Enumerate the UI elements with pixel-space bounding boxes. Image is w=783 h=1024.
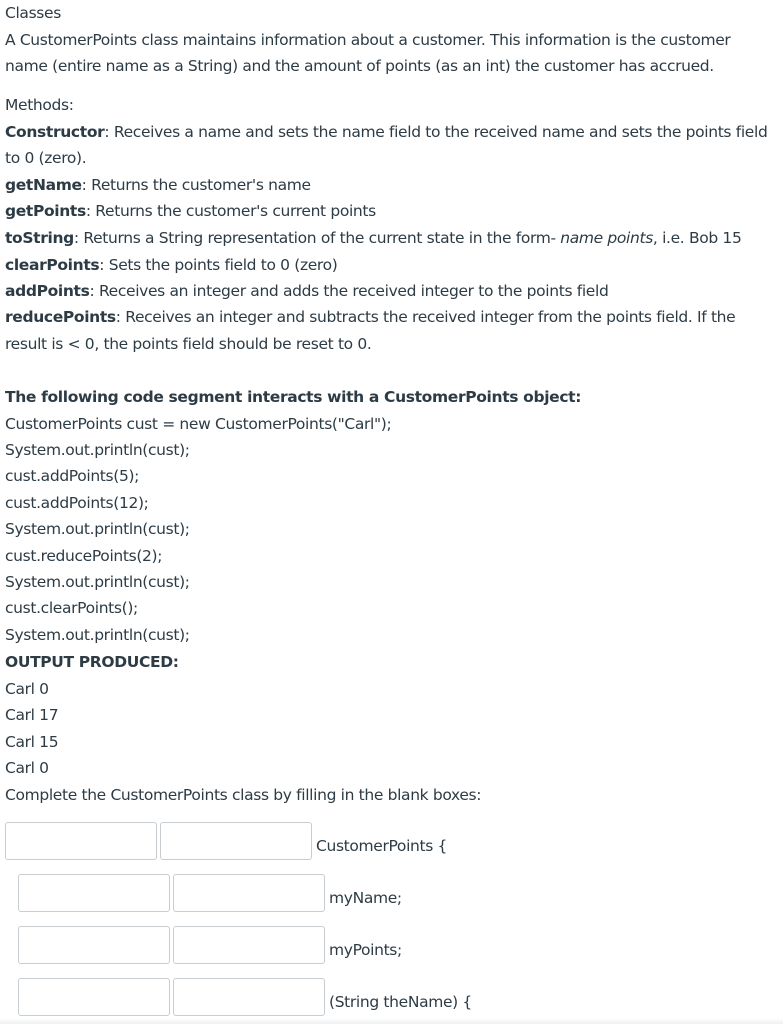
code-line: CustomerPoints cust = new CustomerPoints("Carl"); <box>5 415 392 433</box>
method-constructor-cont: to 0 (zero). <box>5 149 87 167</box>
class-declaration-text: CustomerPoints { <box>316 837 448 855</box>
section-heading: Classes <box>5 4 61 22</box>
method-constructor <box>5 122 767 142</box>
instruction: Complete the CustomerPoints class by filling in the blank boxes: <box>5 786 482 804</box>
output-line: Carl 0 <box>5 759 49 777</box>
method-reducepoints <box>5 307 735 327</box>
constructor-signature-text: (String theName) { <box>329 993 472 1011</box>
method-desc: : Returns the customer's name <box>81 176 311 194</box>
method-name: getName <box>5 176 82 194</box>
method-desc: : Sets the points field to 0 (zero) <box>99 256 338 274</box>
blank-box-points-type[interactable] <box>173 926 325 964</box>
code-line: System.out.println(cust); <box>5 573 190 591</box>
method-name: getPoints <box>5 202 86 220</box>
intro-line-1: A CustomerPoints class maintains information about a customer. This information is the customer <box>5 31 731 49</box>
method-name: Constructor <box>5 123 105 141</box>
blank-box-points-modifier[interactable] <box>18 926 170 964</box>
blank-box-constructor-modifier[interactable] <box>18 978 170 1016</box>
code-line: System.out.println(cust); <box>5 626 190 644</box>
method-desc: : Returns the customer's current points <box>85 202 376 220</box>
code-line: cust.addPoints(5); <box>5 467 140 485</box>
methods-heading: Methods: <box>5 96 74 114</box>
output-line: Carl 0 <box>5 680 49 698</box>
method-desc: : Receives a name and sets the name field to the received name and sets the points field <box>104 123 768 141</box>
field-myname-text: myName; <box>329 889 402 907</box>
code-line: cust.addPoints(12); <box>5 494 149 512</box>
code-line: System.out.println(cust); <box>5 520 190 538</box>
blank-box-name-type[interactable] <box>173 874 325 912</box>
tostring-form: name points <box>560 229 653 247</box>
method-desc: : Receives an integer and adds the received integer to the points field <box>89 282 609 300</box>
code-line: System.out.println(cust); <box>5 441 190 459</box>
method-addpoints <box>5 281 608 301</box>
output-line: Carl 15 <box>5 733 59 751</box>
output-line: Carl 17 <box>5 706 59 724</box>
method-name: toString <box>5 229 74 247</box>
blank-box-constructor-name[interactable] <box>173 978 325 1016</box>
code-heading-text: The following code segment interacts with a CustomerPoints object: <box>5 388 582 406</box>
code-line: cust.clearPoints(); <box>5 599 138 617</box>
blank-box-class-modifier[interactable] <box>5 822 157 860</box>
method-desc: : Receives an integer and subtracts the received integer from the points field. If the <box>115 308 736 326</box>
method-getpoints <box>5 201 376 221</box>
bottom-fade <box>0 1018 783 1024</box>
intro-line-2: name (entire name as a String) and the amount of points (as an int) the customer has accrued. <box>5 57 714 75</box>
method-name: clearPoints <box>5 256 100 274</box>
code-heading <box>5 387 581 407</box>
output-heading <box>5 652 179 672</box>
method-desc: : Returns a String representation of the current state in the form- <box>73 229 561 247</box>
blank-box-class-keyword[interactable] <box>160 822 312 860</box>
method-reducepoints-cont: result is < 0, the points field should be reset to 0. <box>5 335 372 353</box>
field-mypoints-text: myPoints; <box>329 941 402 959</box>
method-name: addPoints <box>5 282 90 300</box>
code-line: cust.reducePoints(2); <box>5 547 163 565</box>
method-clearpoints <box>5 255 337 275</box>
method-getname <box>5 175 311 195</box>
blank-box-name-modifier[interactable] <box>18 874 170 912</box>
method-tostring <box>5 228 741 248</box>
method-name: reducePoints <box>5 308 116 326</box>
output-heading-text: OUTPUT PRODUCED: <box>5 653 179 671</box>
tostring-example: , i.e. Bob 15 <box>652 229 742 247</box>
